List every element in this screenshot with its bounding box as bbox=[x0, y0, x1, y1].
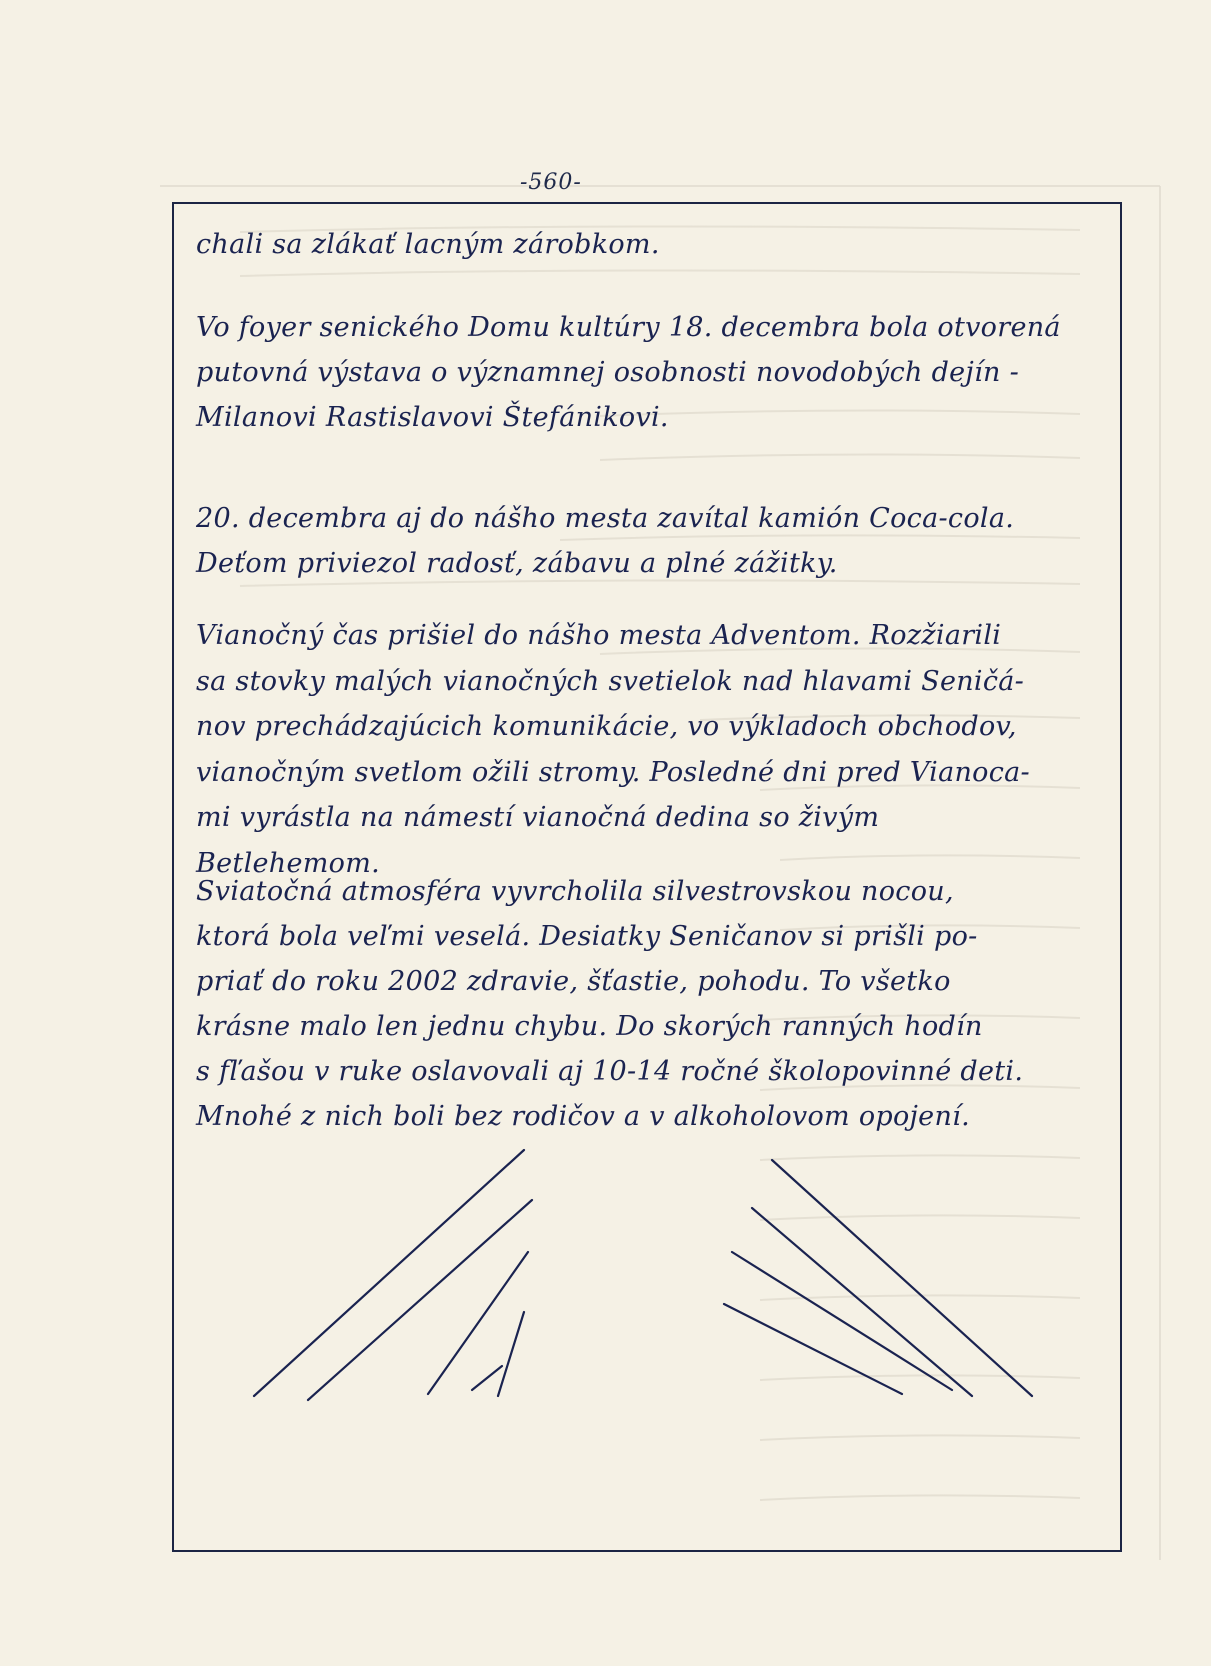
page-number: -560- bbox=[520, 170, 582, 195]
paragraph-continuation: chali sa zlákať lacným zárobkom. bbox=[196, 229, 660, 260]
paragraph-coca-cola-truck: 20. decembra aj do nášho mesta zavítal kamión Coca-cola. Deťom priviezol radosť, zábavu a plné zážitky. bbox=[196, 503, 1015, 579]
diagonal-lines-ornament bbox=[172, 1140, 1122, 1420]
paragraph-christmas-advent: Vianočný čas prišiel do nášho mesta Adventom. Rozžiarili sa stovky malých vianočných svetielok nad hlavami Seničá- nov prechádzajúcich komunikácie, vo výkladoch obchodov, vianočným svetlom ožili stromy. Posledné dni pred Vianoca- mi vyrástla na námestí vianočná dedina so živým Betlehemom. bbox=[196, 620, 1030, 879]
paragraph-stefanik-exhibition: Vo foyer senického Domu kultúry 18. decembra bola otvorená putovná výstava o významnej osobnosti novodobých dejín - Milanovi Rastislavovi Štefánikovi. bbox=[196, 312, 1061, 433]
paragraph-new-year-eve: Sviatočná atmosféra vyvrcholila silvestrovskou nocou, ktorá bola veľmi veselá. Desiatky Seničanov si prišli po- priať do roku 2002 zdravie, šťastie, pohodu. To všetko krásne malo len jednu chybu. Do skorých ranných hodín s fľašou v ruke oslavovali aj 10-14 ročné školopovinné deti. Mnohé z nich boli bez rodičov a v alkoholovom opojení. bbox=[196, 876, 1024, 1132]
